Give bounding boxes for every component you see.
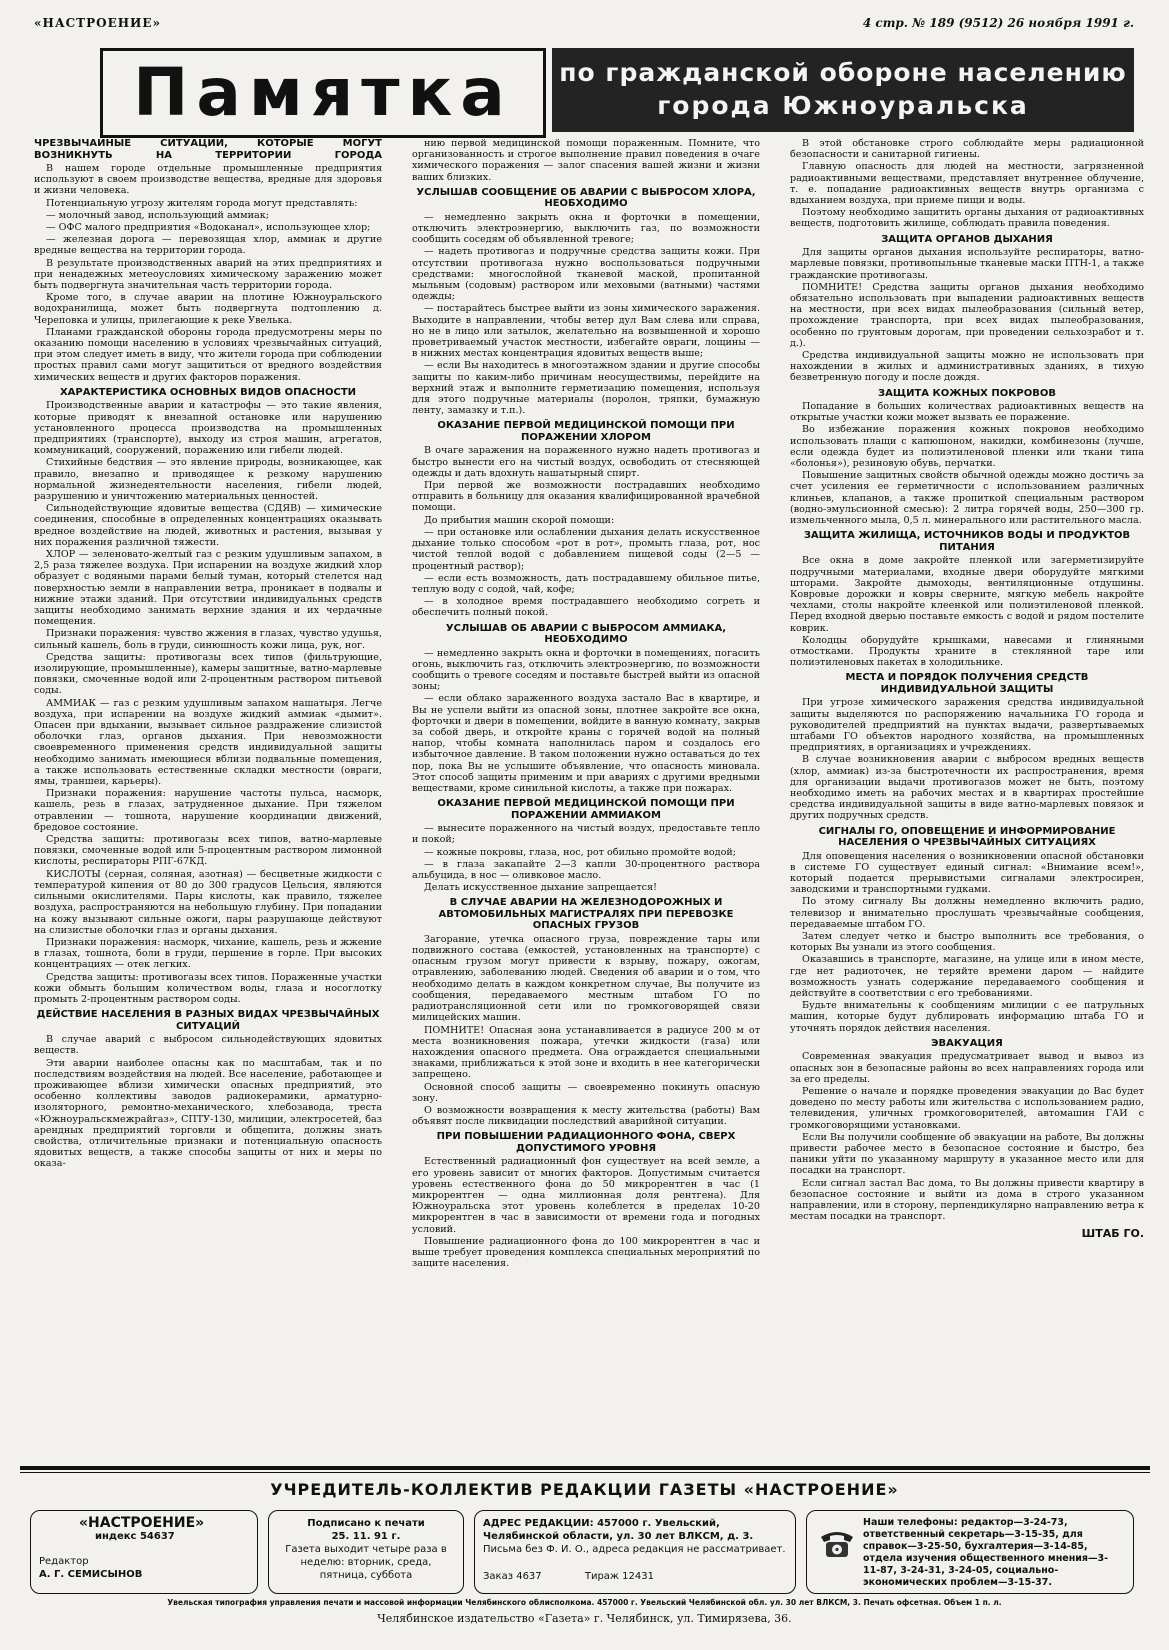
- signed-date: 25. 11. 91 г.: [331, 1531, 401, 1542]
- paragraph: Для защиты органов дыхания используйте респираторы, ватно-марлевые повязки, противопыльные тканевые маски ПТН-1, а также гражданские противогазы.: [790, 247, 1144, 281]
- section-heading: ЗАЩИТА ОРГАНОВ ДЫХАНИЯ: [881, 233, 1053, 245]
- paragraph: До прибытия машин скорой помощи:: [424, 514, 615, 526]
- editor-label: Редактор: [39, 1556, 89, 1567]
- paragraph: Средства индивидуальной защиты можно не использовать при нахождении в жилых и административных зданиях, в тихую безветренную погоду и после дождя.: [790, 349, 1144, 384]
- footer-newspaper-name: «НАСТРОЕНИЕ»: [79, 1515, 205, 1531]
- paragraph: Сильнодействующие ядовитые вещества (СДЯВ) — химические соединения, способные в определенных концентрациях оказывать вредное воздействие на людей, животных и растения, вызывая у них поражения различной тяжести.: [34, 503, 382, 548]
- paragraph: — в глаза закапайте 2—3 капли 30-процентного раствора альбуцида, в нос — оливковое масло.: [412, 858, 760, 881]
- section-heading: ЗАЩИТА КОЖНЫХ ПОКРОВОВ: [878, 387, 1056, 399]
- paragraph: В нашем городе отдельные промышленные предприятия используют в своем производстве вещества, вредные для здоровья и жизни человека.: [34, 163, 382, 197]
- paragraph: — если Вы находитесь в многоэтажном здании и другие способы защиты по каким-либо причинам неосуществимы, перейдите на верхний этаж и выполните герметизацию помещения, используя для этого подручные материалы (поролон, тряпки, бумажную ленту, замазку и т.п.).: [412, 360, 760, 417]
- paragraph: — немедленно закрыть окна и форточки в помещении, отключить электроэнергию, выключить газ, по возможности сообщить соседям об объявленной тревоге;: [412, 211, 760, 246]
- paragraph: нию первой медицинской помощи пораженным. Помните, что организованность и строгое выполнение правил поведения в очаге химического поражения — залог спасения вашей жизни и жизни ваших близких.: [412, 138, 760, 183]
- paragraph: — если облако зараженного воздуха застало Вас в квартире, и Вы не успели выйти из опасной зоны, плотнее закройте все окна, форточки и двери в помещении, войдите в ванную комнату, закрыв за собой дверь, и откройте краны с горячей водой на полный напор, чтобы комната наполнилась паром и создалось его избыточное давление. В таком положении нужно оставаться до тех пор, пока Вы не услышите объявление, что опасность миновала. Этот способ защиты применим и при авариях с другими вредными веществами, кроме синильной кислоты, а также при пожарах.: [412, 693, 760, 794]
- publisher-info: Челябинское издательство «Газета» г. Челябинск, ул. Тимирязева, 36.: [377, 1612, 792, 1625]
- top-line: [34, 10, 1134, 34]
- section-heading: В СЛУЧАЕ АВАРИИ НА ЖЕЛЕЗНОДОРОЖНЫХ И АВТОМОБИЛЬНЫХ МАГИСТРАЛЯХ ПРИ ПЕРЕВОЗКЕ ОПАСНЫХ ГРУЗОВ: [438, 897, 734, 932]
- paragraph: — вынесите пораженного на чистый воздух, предоставьте тепло и покой;: [412, 823, 760, 846]
- paragraph: Затем следует четко и быстро выполнить все требования, о которых Вы узнали из этого сообщения.: [790, 930, 1144, 954]
- order-info: [483, 1570, 787, 1583]
- paragraph: — если есть возможность, дать пострадавшему обильное питье, теплую воду с содой, чай, кофе;: [412, 572, 760, 595]
- circulation: Тираж 12431: [584, 1571, 654, 1582]
- footer-title: УЧРЕДИТЕЛЬ-КОЛЛЕКТИВ РЕДАКЦИИ ГАЗЕТЫ «НАСТРОЕНИЕ»: [270, 1480, 899, 1499]
- paragraph: Поэтому необходимо защитить органы дыхания от радиоактивных веществ, подготовить жилище, соблюдать правила поведения.: [790, 207, 1144, 230]
- paragraph: Если сигнал застал Вас дома, то Вы должны привести квартиру в безопасное состояние и выйти из дома в строго указанном направлении, или в сторону, перпендикулярно направлению ветра к местам посадки на транспорт.: [790, 1177, 1144, 1223]
- paragraph: Средства защиты: противогазы всех типов (фильтрующие, изолирующие, промышленные), камеры защитные, ватно-марлевые повязки, смоченные водой или 2-процентным раствором питьевой соды.: [34, 651, 382, 697]
- paragraph: ПОМНИТЕ! Опасная зона устанавливается в радиусе 200 м от места возникновения пожара, утечки жидкости (газа) или нахождения опасного предмета. Она ограждается специальными знаками, приближаться к этой зоне и входить в нее категорически запрещено.: [412, 1024, 760, 1081]
- paragraph: Кроме того, в случае аварии на плотине Южноуральского водохранилища, может быть подвергнута подтоплению д. Череповка и улицы, прилегающие к реке Увелька.: [34, 292, 382, 326]
- title-banner: [552, 48, 1134, 132]
- paragraph: Современная эвакуация предусматривает вывод и вывоз из опасных зон в безопасные районы во всех направлениях города или за его пределы.: [790, 1051, 1144, 1085]
- section-heading: ОКАЗАНИЕ ПЕРВОЙ МЕДИЦИНСКОЙ ПОМОЩИ ПРИ ПОРАЖЕНИИ ХЛОРОМ: [437, 420, 735, 443]
- section-heading: СИГНАЛЫ ГО, ОПОВЕЩЕНИЕ И ИНФОРМИРОВАНИЕ НАСЕЛЕНИЯ О ЧРЕЗВЫЧАЙНЫХ СИТУАЦИЯХ: [818, 825, 1116, 849]
- paragraph: Будьте внимательны к сообщениям милиции с ее патрульных машин, которые будут дублировать информацию штаба ГО и уточнять порядок действия населения.: [790, 1000, 1144, 1034]
- paragraph: Все окна в доме закройте пленкой или загерметизируйте подручными материалами, входные двери оборудуйте мягкими шторами. Закройте дымоходы, вентиляционные отдушины. Ковровые дорожки и ковры сверните, мягкую мебель накройте чехлами, столы накройте клеенкой или полиэтиленовой пленкой. Перед входной дверью поставьте емкость с водой и рядом постелите коврик.: [790, 555, 1144, 634]
- paragraph: Главную опасность для людей на местности, загрязненной радиоактивными веществами, представляет внутреннее облучение, т. е. попадание радиоактивных веществ внутрь организма с вдыханием воздуха, при приеме пищи и воды.: [790, 161, 1144, 207]
- paragraph: В этой обстановке строго соблюдайте меры радиационной безопасности и санитарной гигиены.: [790, 138, 1144, 161]
- paragraph: Повышение радиационного фона до 100 микрорентген в час и выше требует проведения комплекса специальных мероприятий по защите населения.: [412, 1235, 760, 1270]
- paragraph: — ОФС малого предприятия «Водоканал», использующее хлор;: [46, 222, 371, 234]
- paragraph: Колодцы оборудуйте крышками, навесами и глиняными отмостками. Продукты храните в стеклянной таре или полиэтиленовых пакетах в холодильнике.: [790, 634, 1144, 669]
- paragraph: КИСЛОТЫ (серная, соляная, азотная) — бесцветные жидкости с температурой кипения от 80 до 300 градусов Цельсия, являются сильными окислителями. Пары кислоты, как правило, тяжелее воздуха, распространяются на небольшую глубину. При попадании на кожу вызывают сильные ожоги, пары разрушающе действуют на слизистые оболочки глаз и органы дыхания.: [34, 868, 382, 936]
- paragraph: Если Вы получили сообщение об эвакуации на работе, Вы должны привести рабочее место в безопасное состояние и быстро, без паники уйти по указанному маршруту в указанное место или для посадки на транспорт.: [790, 1131, 1144, 1177]
- paragraph: Потенциальную угрозу жителям города могут представлять:: [46, 197, 358, 209]
- signed-label: Подписано к печати: [307, 1518, 425, 1529]
- editor-name: А. Г. СЕМИСЫНОВ: [39, 1569, 143, 1580]
- paragraph: — надеть противогаз и подручные средства защиты кожи. При отсутствии противогаза нужно воспользоваться подручными средствами: многослойной тканевой маской, пропитанной мыльным (содовым) раствором или меховыми (ватными) частями одежды;: [412, 246, 760, 303]
- title-box: [100, 48, 546, 138]
- telephone-icon: [817, 1525, 857, 1561]
- order-number: Заказ 4637: [483, 1571, 542, 1582]
- paragraph: Признаки поражения: нарушение частоты пульса, насморк, кашель, резь в глазах, затрудненное дыхание. При тяжелом отравлении — тошнота, нарушение координации движений, бредовое состояние.: [34, 788, 382, 833]
- paragraph: Признаки поражения: чувство жжения в глазах, чувство удушья, сильный кашель, боль в груди, синюшность кожи лица, рук, ног.: [34, 628, 382, 651]
- footer-index: индекс 54637: [95, 1531, 175, 1542]
- section-heading: ОКАЗАНИЕ ПЕРВОЙ МЕДИЦИНСКОЙ ПОМОЩИ ПРИ ПОРАЖЕНИИ АММИАКОМ: [437, 798, 735, 821]
- paragraph: О возможности возвращения к месту жительства (работы) Вам объявят после ликвидации последствий аварийной ситуации.: [412, 1104, 760, 1128]
- paragraph: — молочный завод, использующий аммиак;: [46, 209, 269, 221]
- paragraph: При первой же возможности пострадавших необходимо отправить в больницу для оказания квалифицированной врачебной помощи.: [412, 480, 760, 514]
- paragraph: ПОМНИТЕ! Средства защиты органов дыхания необходимо обязательно использовать при выпадении радиоактивных веществ на местности, при всех видах пылеобразования (сильный ветер, прохождение транспорта, при всех видах пылеобразования, особенно по грунтовым дорогам, при проведении сельхозработ и т. д.).: [790, 281, 1144, 349]
- paragraph: Для оповещения населения о возникновении опасной обстановки в системе ГО существует единый сигнал: «Внимание всем!», который подается прерывистыми сигналами электросирен, заводскими и транспортными гудками.: [790, 850, 1144, 896]
- paragraph: Эти аварии наиболее опасны как по масштабам, так и по последствиям воздействия на людей. Все население, работающее и проживающее вблизи химически опасных предприятий, это особенно коллективы заводов радиокерамики, арматурно-изоляторного, ремонтно-механического, хлебозавода, треста «Южноуральскмежрайгаз», СПТУ-130, милиции, электросетей, баз арендных предприятий торговли и общепита, должны знать свойства, отличительные признаки и потенциальную опасность ядовитых веществ, а также способы защиты от них и меры по оказа-: [34, 1057, 382, 1170]
- letters-text: Письма без Ф. И. О., адреса редакция не рассматривает.: [483, 1544, 786, 1555]
- phones-text: Наши телефоны: редактор—3-24-73, ответственный секретарь—3-15-35, для справок—3-25-50, бухгалтерия—3-14-85, отдела изучения общественного мнения—3-11-87, 3-24-31, 3-24-05, социально-экономических проблем—3-15-37.: [863, 1517, 1109, 1588]
- issue-info: 4 стр. № 189 (9512) 26 ноября 1991 г.: [862, 16, 1134, 30]
- section-heading: УСЛЫШАВ ОБ АВАРИИ С ВЫБРОСОМ АММИАКА, НЕОБХОДИМО: [445, 622, 727, 646]
- paragraph: Оказавшись в транспорте, магазине, на улице или в ином месте, где нет радиоточек, не теряйте времени даром — найдите возможность узнать содержание передаваемого сообщения и действуйте в соответствии с его требованиями.: [790, 954, 1144, 999]
- paragraph: Повышение защитных свойств обычной одежды можно достичь за счет усиления ее герметичности с использованием различных клиньев, клапанов, а также пропиткой специальным раствором (водно-эмульсионной смесью): 2 литра горячей воды, 250—300 гр. измельченного мыла, 0,5 л. минерального или растительного масла.: [790, 470, 1144, 527]
- paragraph: Средства защиты: противогазы всех типов. Пораженные участки кожи обмыть большим количеством воды, глаза и носоглотку промыть 2-процентным раствором соды.: [34, 971, 382, 1005]
- paragraph: В очаге заражения на пораженного нужно надеть противогаз и быстро вынести его на чистый воздух, освободить от стесняющей одежды и дать вдохнуть нашатырный спирт.: [412, 445, 760, 479]
- paragraph: — немедленно закрыть окна и форточки в помещениях, погасить огонь, выключить газ, отключить электроэнергию, по возможности сообщить о тревоге соседям и поставьте быстрей выйти из опасной зоны;: [412, 647, 760, 693]
- paragraph: При угрозе химического заражения средства индивидуальной защиты выделяются по распоряжению начальника ГО города и руководителей предприятий на пунктах выдачи, развертываемых штабами ГО объектов народного хозяйства, на промышленных предприятиях, в организациях и учреждениях.: [790, 697, 1144, 754]
- paragraph: Планами гражданской обороны города предусмотрены меры по оказанию помощи населению в условиях чрезвычайных ситуаций, при этом следует иметь в виду, что жители города при соблюдении простых правил сами могут защититься от вредного воздействия химических веществ и других факторов поражения.: [34, 326, 382, 383]
- paragraph: — в холодное время пострадавшего необходимо согреть и обеспечить полный покой.: [412, 596, 760, 619]
- paragraph: — кожные покровы, глаза, нос, рот обильно промойте водой;: [424, 846, 736, 858]
- column-1: [34, 138, 382, 1460]
- paragraph: В результате производственных аварий на этих предприятиях и при ненадежных метеоусловиях химическому заражению может быть подвергнута значительная часть территории города.: [34, 257, 382, 292]
- paragraph: По этому сигналу Вы должны немедленно включить радио, телевизор и внимательно прослушать чрезвычайные сообщения, передаваемые штабом ГО.: [790, 896, 1144, 930]
- section-heading: ЭВАКУАЦИЯ: [931, 1037, 1003, 1049]
- imprint-box-phones: [806, 1510, 1134, 1594]
- imprint-box-name: [30, 1510, 258, 1594]
- section-heading: ДЕЙСТВИЕ НАСЕЛЕНИЯ В РАЗНЫХ ВИДАХ ЧРЕЗВЫЧАЙНЫХ СИТУАЦИЙ: [36, 1009, 380, 1032]
- printer-info: Увельская типография управления печати и массовой информации Челябинского облисполкома. 457000 г. Увельский Челябинской обл. ул. 30 лет ВЛКСМ, 3. Печать офсетная. Объем 1 п. л.: [167, 1598, 1002, 1607]
- banner-line-2: города Южноуральска: [657, 91, 1029, 120]
- divider: [20, 1472, 1150, 1473]
- column-3: [790, 138, 1144, 1460]
- paragraph: — постарайтесь быстрее выйти из зоны химического заражения. Выходите в направлении, чтобы ветер дул Вам слева или справа, но не в лицо или затылок, желательно на возвышенной и хорошо проветриваемый участок местности, избегайте овраги, лощины — в нижних местах концентрация ядовитых веществ выше;: [412, 303, 760, 360]
- page-title: Памятка: [133, 54, 513, 131]
- paragraph: Стихийные бедствия — это явление природы, возникающее, как правило, внезапно и приводящее к резкому нарушению нормальной жизнедеятельности населения, гибели людей, разрушению и уничтожению материальных ценностей.: [34, 457, 382, 502]
- frequency-text: Газета выходит четыре раза в неделю: вторник, среда, пятница, суббота: [285, 1544, 447, 1581]
- divider: [20, 1466, 1150, 1470]
- section-heading: УСЛЫШАВ СООБЩЕНИЕ ОБ АВАРИИ С ВЫБРОСОМ ХЛОРА, НЕОБХОДИМО: [416, 186, 756, 210]
- paragraph: АММИАК — газ с резким удушливым запахом нашатыря. Легче воздуха, при испарении на воздухе жидкий аммиак «дымит». Опасен при вдыхании, вызывает сильное раздражение слизистой оболочки глаз, органов дыхания. При невозможности своевременного применения средств индивидуальной защиты необходимо занимать имеющиеся вблизи подвальные помещения, а также использовать естественные складки местности (овраги, ямы, траншеи, карьеры).: [34, 697, 382, 788]
- address-text: АДРЕС РЕДАКЦИИ: 457000 г. Увельский, Челябинской области, ул. 30 лет ВЛКСМ, д. 3.: [483, 1518, 754, 1542]
- paragraph: Признаки поражения: насморк, чихание, кашель, резь и жжение в глазах, тошнота, боли в груди, першение в горле. При высоких концентрациях — отек легких.: [34, 936, 382, 971]
- banner-line-1: по гражданской обороне населению: [559, 58, 1127, 87]
- section-heading: ПРИ ПОВЫШЕНИИ РАДИАЦИОННОГО ФОНА, СВЕРХ ДОПУСТИМОГО УРОВНЯ: [436, 1131, 736, 1154]
- paragraph: ХЛОР — зеленовато-желтый газ с резким удушливым запахом, в 2,5 раза тяжелее воздуха. При испарении на воздухе жидкий хлор образует с водяными парами белый туман, который стелется над поверхностью земли в направлении ветра, проникает в подвалы и нижние этажи зданий. При отсутствии индивидуальных средств защиты необходимо занимать верхние здания и их чердачные помещения.: [34, 549, 382, 628]
- column-2: [412, 138, 760, 1460]
- paragraph: В случае возникновения аварии с выбросом вредных веществ (хлор, аммиак) из-за быстротечности их распространения, время для организации выдачи противогазов может не быть, поэтому необходимо иметь на рабочих местах и в квартирах простейшие средства индивидуальной защиты в виде ватно-марлевых повязок и других подручных средств.: [790, 754, 1144, 822]
- imprint-box-schedule: [268, 1510, 464, 1594]
- signature: ШТАБ ГО.: [1081, 1227, 1144, 1241]
- paragraph: Естественный радиационный фон существует на всей земле, а его уровень зависит от многих факторов. Допустимым считается уровень естественного фона до 50 микрорентген в час (1 микрорентген — одна миллионная доля рентгена). Для Южноуральска этот уровень колеблется в пределах 10-20 микрорентген в час в зависимости от времени года и погодных условий.: [412, 1156, 760, 1235]
- section-heading: ХАРАКТЕРИСТИКА ОСНОВНЫХ ВИДОВ ОПАСНОСТИ: [59, 386, 357, 398]
- paragraph: Средства защиты: противогазы всех типов, ватно-марлевые повязки, смоченные водой или 5-процентным раствором лимонной кислоты, респираторы РПГ-67КД.: [34, 834, 382, 868]
- section-heading: ЗАЩИТА ЖИЛИЩА, ИСТОЧНИКОВ ВОДЫ И ПРОДУКТОВ ПИТАНИЯ: [803, 530, 1131, 553]
- paragraph: — железная дорога — перевозящая хлор, аммиак и другие вредные вещества на территории города.: [34, 234, 382, 257]
- paragraph: Делать искусственное дыхание запрещается!: [424, 882, 657, 894]
- paragraph: Решение о начале и порядке проведения эвакуации до Вас будет доведено по месту работы или жительства с использованием радио, телевидения, уличных громкоговорителей, автомашин ГАИ с громкоговорящими установками.: [790, 1085, 1144, 1131]
- paragraph: Основной способ защиты — своевременно покинуть опасную зону.: [412, 1081, 760, 1104]
- paragraph: Загорание, утечка опасного груза, повреждение тары или подвижного состава (емкостей, установленных на транспорте) с опасным грузом могут привести к взрыву, пожару, ожогам, отравлению, заболеванию людей. Сведения об аварии и о том, что необходимо делать в каждом конкретном случае, Вы получите из сообщения, передаваемого местным штабом ГО по радиотрансляционной сети или по громкоговорящей связи милицейских машин.: [412, 933, 760, 1024]
- section-heading: МЕСТА И ПОРЯДОК ПОЛУЧЕНИЯ СРЕДСТВ ИНДИВИДУАЛЬНОЙ ЗАЩИТЫ: [845, 672, 1089, 695]
- imprint-box-address: [474, 1510, 796, 1594]
- paragraph: Во избежание поражения кожных покровов необходимо использовать плащи с капюшоном, накидки, комбинезоны (лучше, если одежда будет из полиэтиленовой пленки или ткани типа «болонья»), резиновую обувь, перчатки.: [790, 424, 1144, 470]
- section-heading: ЧРЕЗВЫЧАЙНЫЕ СИТУАЦИИ, КОТОРЫЕ МОГУТ ВОЗНИКНУТЬ НА ТЕРРИТОРИИ ГОРОДА: [34, 138, 382, 161]
- newspaper-name: «НАСТРОЕНИЕ»: [34, 16, 162, 30]
- paragraph: Производственные аварии и катастрофы — это такие явления, которые приводят к внезапной остановке или нарушению установленного процесса производства на промышленных предприятиях (транспорте), выходу из строя машин, агрегатов, коммуникаций, сооружений, поражению или гибели людей.: [34, 400, 382, 457]
- article-columns: [34, 138, 1144, 1460]
- paragraph: Попадание в больших количествах радиоактивных веществ на открытые участки кожи может вызвать ее поражение.: [790, 401, 1144, 424]
- paragraph: В случае аварий с выбросом сильнодействующих ядовитых веществ.: [34, 1034, 382, 1057]
- paragraph: — при остановке или ослаблении дыхания делать искусственное дыхание только способом «рот в рот», промыть глаза, рот, нос чистой теплой водой с добавлением пищевой соды (2—5 — процентный раствор);: [412, 526, 760, 572]
